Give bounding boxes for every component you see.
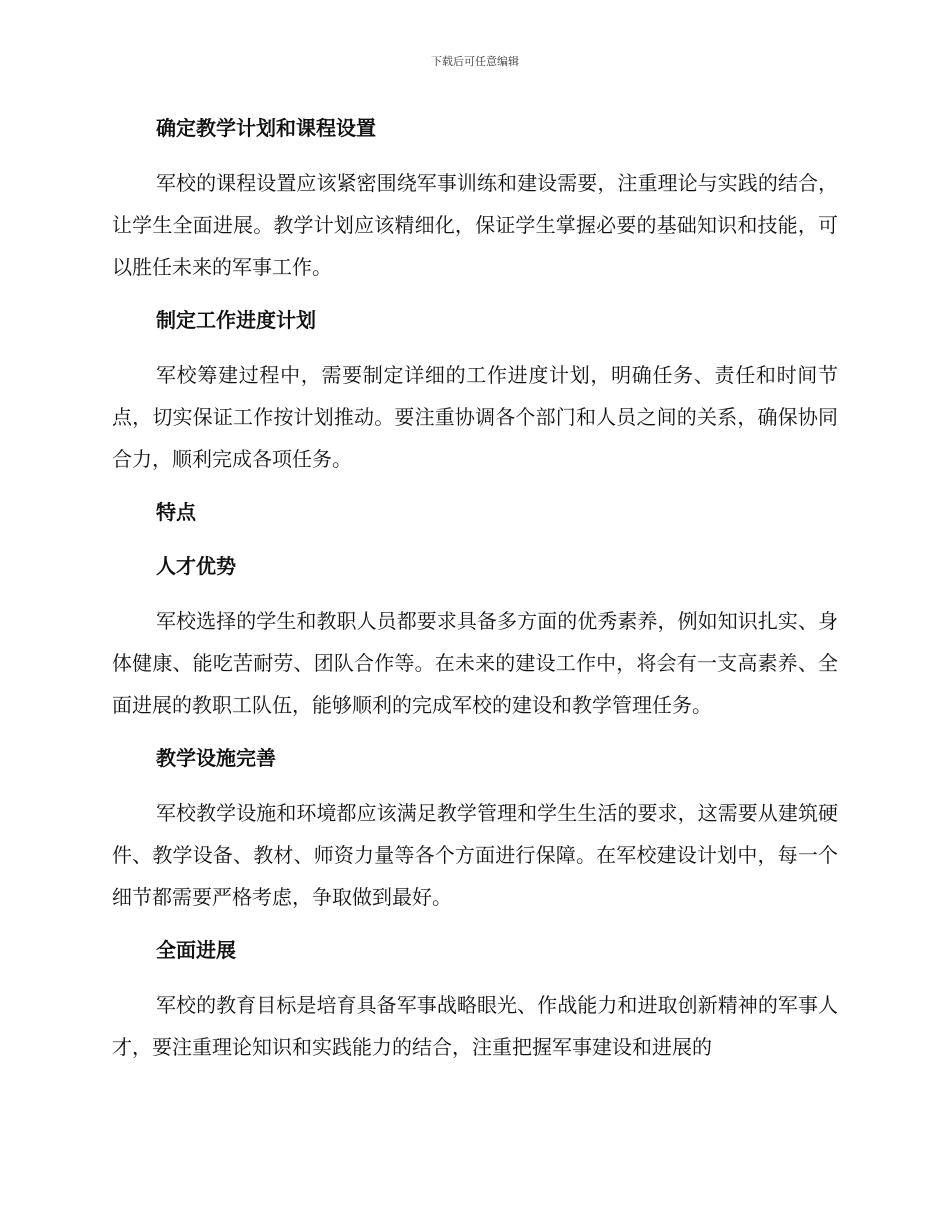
page-header-note: 下载后可任意编辑 [431,55,519,68]
section-paragraph-facilities: 军校教学设施和环境都应该满足教学管理和学生生活的要求，这需要从建筑硬件、教学设备、教材、师资力量等各个方面进行保障。在军校建设计划中，每一个细节都需要严格考虑，争取做到最好。 [112,801,838,909]
section-heading-development: 全面进展 [156,938,236,962]
section-paragraph-development: 军校的教育目标是培育具备军事战略眼光、作战能力和进取创新精神的军事人才，要注重理论知识和实践能力的结合，注重把握军事建设和进展的 [112,993,838,1059]
section-paragraph-teaching-plan: 军校的课程设置应该紧密围绕军事训练和建设需要，注重理论与实践的结合，让学生全面进展。教学计划应该精细化，保证学生掌握必要的基础知识和技能，可以胜任未来的军事工作。 [112,171,838,279]
document-body [112,108,838,1068]
section-heading-talent: 人才优势 [156,554,236,578]
section-heading-facilities: 教学设施完善 [156,746,276,770]
section-heading-progress-plan: 制定工作进度计划 [156,308,316,332]
section-paragraph-progress-plan: 军校筹建过程中，需要制定详细的工作进度计划，明确任务、责任和时间节点，切实保证工作按计划推动。要注重协调各个部门和人员之间的关系，确保协同合力，顺利完成各项任务。 [112,363,838,471]
section-heading-features: 特点 [156,500,196,524]
section-heading-teaching-plan: 确定教学计划和课程设置 [156,116,376,140]
section-paragraph-talent: 军校选择的学生和教职人员都要求具备多方面的优秀素养，例如知识扎实、身体健康、能吃苦耐劳、团队合作等。在未来的建设工作中，将会有一支高素养、全面进展的教职工队伍，能够顺利的完成军校的建设和教学管理任务。 [112,609,838,717]
